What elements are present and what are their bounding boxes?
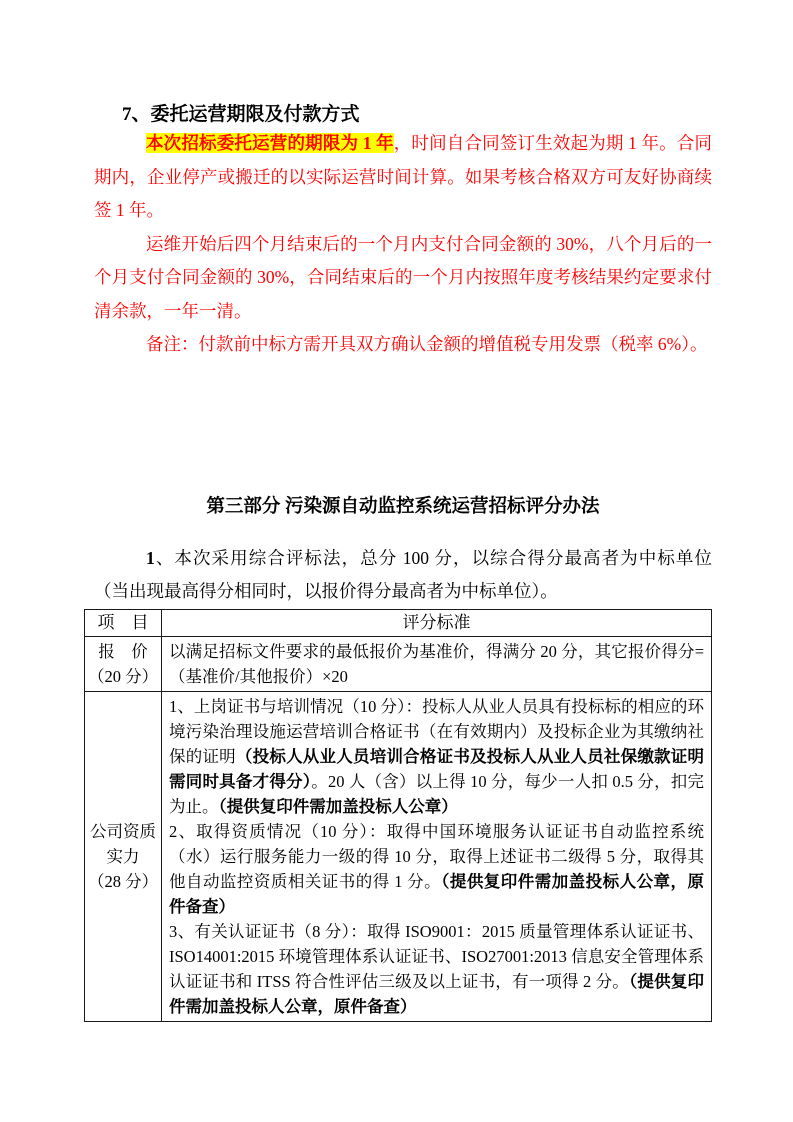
qualification-item-line1: 公司资质 xyxy=(90,821,156,841)
criteria-item-1-seg-1: 1、上岗证书与培训情况（10 分）：投标人从业人员具有投标标的相应的环境污染治理设施运营培训合格证书（在有效期内）及投标企业为其缴纳社保的证明 xyxy=(169,696,704,766)
intro-number: 1 xyxy=(146,547,155,568)
criteria-item-3-seg-1: 3、有关认证证书（8 分）：取得 ISO9001：2015 质量管理体系认证证书、ISO14001:2015 环境管理体系认证证书、ISO27001:2013 信息安全管理体系认证证书和 ITSS 符合性评估三级及以上证书，有一项得 2 分。 xyxy=(169,921,704,991)
price-item-line2: （20 分） xyxy=(87,666,159,686)
payment-schedule-paragraph: 运维开始后四个月结束后的一个月内支付合同金额的 30%，八个月后的一个月支付合同金额的 30%，合同结束后的一个月内按照年度考核结果约定要求付清余款，一年一清。 xyxy=(94,233,712,321)
header-cell-criteria: 评分标准 xyxy=(162,609,712,636)
price-item-cell xyxy=(85,636,162,691)
section7-heading: 7、委托运营期限及付款方式 xyxy=(122,104,360,125)
criteria-item-1-seg-2: （投标人从业人员培训合格证书及投标人从业人员社保缴款证明需同时具备才得分） xyxy=(169,746,705,791)
qualification-item-cell xyxy=(85,691,162,1021)
criteria-item-2-seg-1: 2、取得资质情况（10 分）：取得中国环境服务认证证书自动监控系统（水）运行服务能力一级的得 10 分，取得上述证书二级得 5 分，取得其他自动监控资质相关证书的得 1 分。 xyxy=(169,821,704,891)
intro-text: 、本次采用综合评标法，总分 100 分，以综合得分最高者为中标单位（当出现最高得分相同时，以报价得分最高者为中标单位）。 xyxy=(94,547,712,601)
table-header-row xyxy=(85,609,712,636)
criteria-item-1-seg-4: （提供复印件需加盖投标人公章） xyxy=(218,796,458,816)
criteria-item-3 xyxy=(169,919,704,1019)
table-row-qualification xyxy=(85,691,712,1021)
qualification-item-line2: 实力 xyxy=(106,846,140,866)
term-paragraph-rest: ，时间自合同签订生效起为期 1 年。合同期内，企业停产或搬迁的以实际运营时间计算。如果考核合格双方可友好协商续签 1 年。 xyxy=(94,133,713,220)
part3-title: 第三部分 污染源自动监控系统运营招标评分办法 xyxy=(206,496,600,517)
document-content xyxy=(87,0,713,1022)
criteria-item-2 xyxy=(169,819,704,919)
qualification-item-line3: （28 分） xyxy=(87,871,159,891)
qualification-criteria-cell xyxy=(162,691,712,1021)
criteria-item-1 xyxy=(169,694,704,819)
criteria-item-1-seg-3: 。20 人（含）以上得 10 分，每少一人扣 0.5 分，扣完为止。 xyxy=(169,771,704,816)
criteria-item-2-seg-2: （提供复印件需加盖投标人公章，原件备查） xyxy=(169,871,705,916)
invoice-note-paragraph: 备注：付款前中标方需开具双方确认金额的增值税专用发票（税率 6%）。 xyxy=(146,334,708,354)
highlighted-term-text: 本次招标委托运营的期限为 1 年 xyxy=(146,133,394,153)
price-criteria-cell: 以满足招标文件要求的最低报价为基准价，得满分 20 分，其它报价得分=（基准价/其他报价）×20 xyxy=(162,636,712,691)
term-paragraph xyxy=(94,127,712,228)
criteria-item-3-seg-2: （提供复印件需加盖投标人公章，原件备查） xyxy=(169,971,704,1016)
table-row-price xyxy=(85,636,712,691)
price-item-line1: 报 价 xyxy=(98,641,148,661)
header-cell-item: 项 目 xyxy=(85,609,162,636)
scoring-intro-paragraph xyxy=(94,542,712,609)
scoring-table xyxy=(84,609,712,1022)
